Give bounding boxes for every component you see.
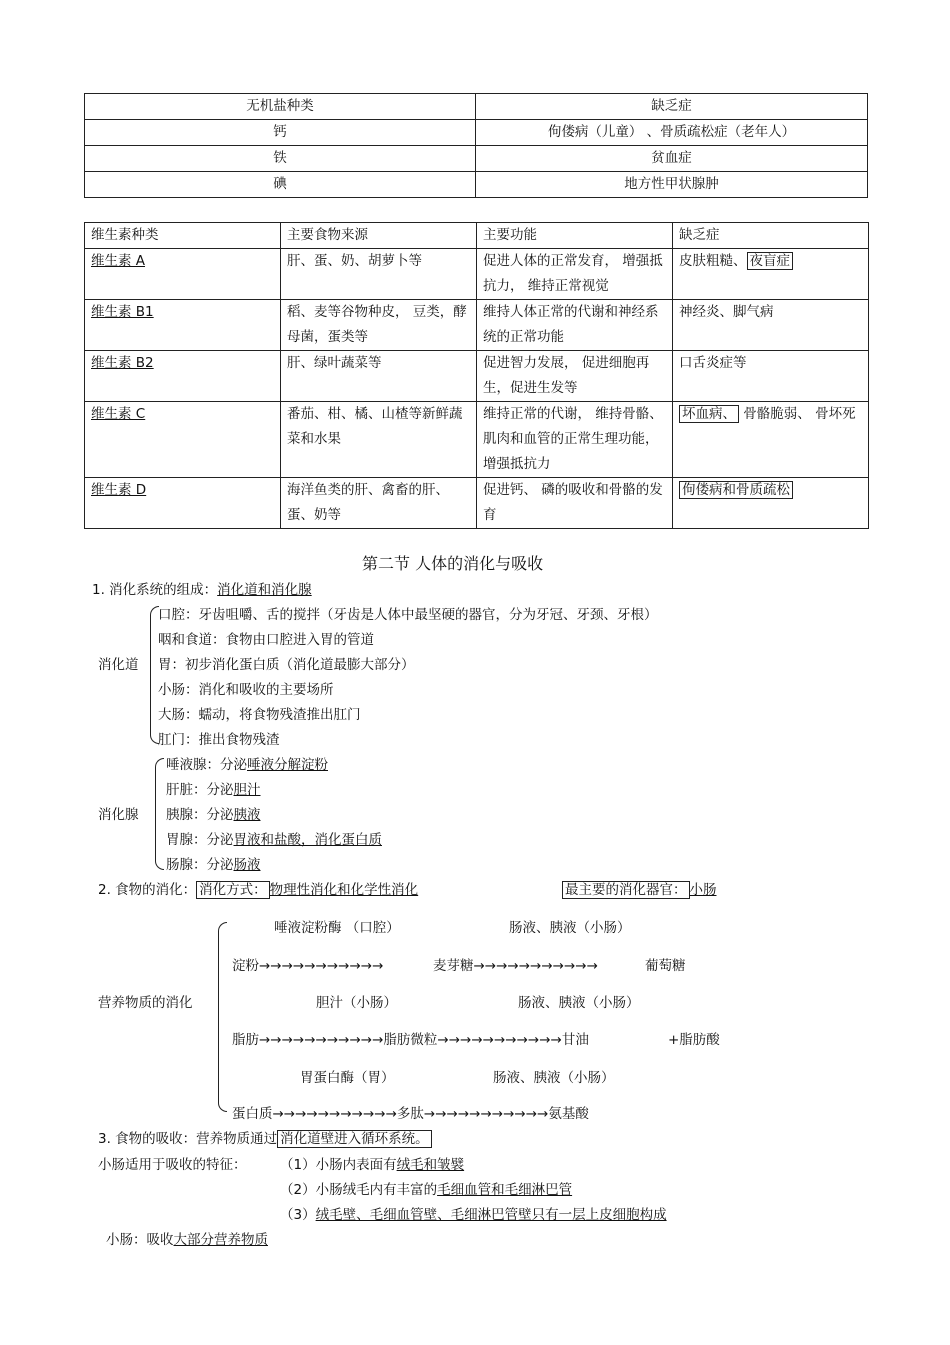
table-row (85, 351, 869, 402)
table-cell: 地方性甲状腺肿 (476, 172, 868, 198)
feature-answer: 毛细血管和毛细淋巴管 (437, 1182, 573, 1198)
fat-line: 脂肪→→→→→→→→→→→脂肪微粒→→→→→→→→→→→甘油 (232, 1032, 589, 1048)
feature-answer: 绒毛壁、毛细血管壁、毛细淋巴管壁只有一层上皮细胞构成 (315, 1207, 667, 1223)
section-title: 第二节 人体的消化与吸收 (362, 554, 544, 573)
summary-text: 小肠：吸收 (106, 1232, 174, 1248)
vitamin-deficiency: 骨骼脆弱、 骨坏死 (739, 406, 856, 422)
gland-item (166, 778, 261, 798)
gland-item-answer: 肠液 (233, 857, 261, 873)
p1-answer: 消化道和消化腺 (217, 582, 312, 598)
vitamin-function: 促进智力发展， 促进细胞再生，促进生发等 (477, 351, 673, 402)
vitamin-function: 促进人体的正常发育， 增强抵抗力， 维持正常视觉 (477, 249, 673, 300)
table-header-cell: 缺乏症 (673, 223, 869, 249)
tract-item: 小肠：消化和吸收的主要场所 (158, 682, 334, 698)
nutrient-brace (218, 922, 227, 1112)
minerals-table (84, 93, 868, 198)
vitamin-deficiency: 皮肤粗糙、 (679, 253, 747, 269)
vitamin-name: 维生素 B1 (91, 304, 154, 320)
vitamin-deficiency: 神经炎、脚气病 (673, 300, 869, 351)
table-header-cell: 主要功能 (477, 223, 673, 249)
gland-item-answer: 胃液和盐酸，消化蛋白质 (233, 832, 382, 848)
vitamin-function: 促进钙、 磷的吸收和骨骼的发育 (477, 478, 673, 529)
table-cell: 碘 (85, 172, 476, 198)
digestion-mode-answer: 物理性消化和化学性消化 (269, 882, 419, 898)
tract-brace (150, 606, 159, 744)
protein-enzyme-2: 肠液、胰液（小肠） (493, 1070, 615, 1086)
vitamin-deficiency-boxed: 夜盲症 (747, 252, 794, 270)
summary-answer: 大部分营养物质 (173, 1232, 268, 1248)
gland-item-answer: 唾液分解淀粉 (247, 757, 328, 773)
vitamin-deficiency-boxed: 佝偻病和骨质疏松 (679, 481, 793, 499)
p3-label: 3. 食物的吸收：营养物质通过 (98, 1131, 278, 1147)
fat-enzyme-2: 肠液、胰液（小肠） (518, 995, 640, 1011)
vitamin-source: 肝、蛋、奶、胡萝卜等 (281, 249, 477, 300)
vitamin-deficiency-boxed: 坏血病、 (679, 405, 739, 423)
vitamin-name: 维生素 D (91, 482, 147, 498)
gland-label: 消化腺 (98, 807, 139, 823)
gland-item (166, 853, 261, 873)
gland-item-text: 胰腺：分泌 (166, 807, 234, 823)
gland-item-answer: 胰液 (233, 807, 261, 823)
table-header-cell: 主要食物来源 (281, 223, 477, 249)
feature-item (280, 1178, 572, 1198)
table-row (85, 120, 868, 146)
vitamin-deficiency: 口舌炎症等 (673, 351, 869, 402)
starch-end: 葡萄糖 (645, 958, 686, 974)
p2-label: 2. 食物的消化： (98, 882, 197, 898)
gland-item-text: 唾液腺：分泌 (166, 757, 247, 773)
p2-line (98, 878, 418, 898)
vitamin-name: 维生素 C (91, 406, 146, 422)
fat-end: +脂肪酸 (668, 1032, 720, 1048)
table-header-row (85, 223, 869, 249)
gland-item-text: 胃腺：分泌 (166, 832, 234, 848)
vitamin-source: 稻、麦等谷物种皮， 豆类，酵母菌，蛋类等 (281, 300, 477, 351)
vitamin-name: 维生素 B2 (91, 355, 154, 371)
main-organ-line (562, 878, 717, 898)
p3-line (98, 1127, 432, 1147)
tract-item: 咽和食道：食物由口腔进入胃的管道 (158, 632, 374, 648)
starch-enzyme-2: 肠液、胰液（小肠） (509, 920, 631, 936)
table-cell: 钙 (85, 120, 476, 146)
table-header-cell: 缺乏症 (476, 94, 868, 120)
table-cell: 佝偻病（儿童） 、骨质疏松症（老年人） (476, 120, 868, 146)
main-organ-label: 最主要的消化器官： (562, 881, 690, 899)
gland-item-text: 肠腺：分泌 (166, 857, 234, 873)
gland-item-text: 肝脏：分泌 (166, 782, 234, 798)
vitamin-function: 维持人体正常的代谢和神经系统的正常功能 (477, 300, 673, 351)
protein-enzyme-1: 胃蛋白酶（胃） (300, 1070, 395, 1086)
table-row (85, 402, 869, 478)
vitamin-function: 维持正常的代谢， 维持骨骼、肌肉和血管的正常生理功能，增强抵抗力 (477, 402, 673, 478)
table-cell: 贫血症 (476, 146, 868, 172)
tract-item: 口腔：牙齿咀嚼、舌的搅拌（牙齿是人体中最坚硬的器官，分为牙冠、牙颈、牙根） (158, 607, 658, 623)
table-row (85, 300, 869, 351)
starch-enzyme-1: 唾液淀粉酶 （口腔） (274, 920, 400, 936)
protein-line: 蛋白质→→→→→→→→→→→多肽→→→→→→→→→→→氨基酸 (232, 1106, 589, 1122)
vitamins-table (84, 222, 869, 529)
vitamin-source: 肝、绿叶蔬菜等 (281, 351, 477, 402)
vitamin-source: 番茄、柑、橘、山楂等新鲜蔬菜和水果 (281, 402, 477, 478)
vitamin-name: 维生素 A (91, 253, 146, 269)
digestion-mode-label: 消化方式： (196, 881, 270, 899)
tract-item: 肛门：推出食物残渣 (158, 732, 280, 748)
vitamin-source: 海洋鱼类的肝、禽畜的肝、蛋、奶等 (281, 478, 477, 529)
table-row (85, 478, 869, 529)
gland-item (166, 828, 382, 848)
table-header-cell: 维生素种类 (85, 223, 281, 249)
feature-text: （2）小肠绒毛内有丰富的 (280, 1182, 438, 1198)
table-row (85, 146, 868, 172)
p1-label: 1. 消化系统的组成： (92, 582, 218, 598)
summary-line (106, 1228, 268, 1248)
gland-item (166, 753, 328, 773)
feature-item (280, 1203, 667, 1223)
feature-label: 小肠适用于吸收的特征： (98, 1157, 247, 1173)
table-cell: 铁 (85, 146, 476, 172)
fat-enzyme-1: 胆汁（小肠） (316, 995, 397, 1011)
starch-mid: 麦芽糖→→→→→→→→→→→ (433, 958, 598, 974)
gland-brace (155, 758, 164, 870)
table-header-row (85, 94, 868, 120)
starch-line: 淀粉→→→→→→→→→→→ (232, 958, 384, 974)
feature-answer: 绒毛和皱襞 (396, 1157, 465, 1173)
gland-item-answer: 胆汁 (233, 782, 261, 798)
nutrient-label: 营养物质的消化 (98, 995, 193, 1011)
table-row (85, 249, 869, 300)
table-row (85, 172, 868, 198)
tract-label: 消化道 (98, 657, 139, 673)
feature-item (280, 1153, 464, 1173)
tract-item: 胃：初步消化蛋白质（消化道最膨大部分） (158, 657, 415, 673)
main-organ-answer: 小肠 (689, 882, 717, 898)
feature-text: （3） (280, 1207, 316, 1223)
p1-line (92, 578, 312, 598)
table-header-cell: 无机盐种类 (85, 94, 476, 120)
gland-item (166, 803, 261, 823)
feature-text: （1）小肠内表面有 (280, 1157, 397, 1173)
p3-answer: 消化道壁进入循环系统。 (277, 1130, 432, 1148)
tract-item: 大肠：蠕动，将食物残渣推出肛门 (158, 707, 361, 723)
